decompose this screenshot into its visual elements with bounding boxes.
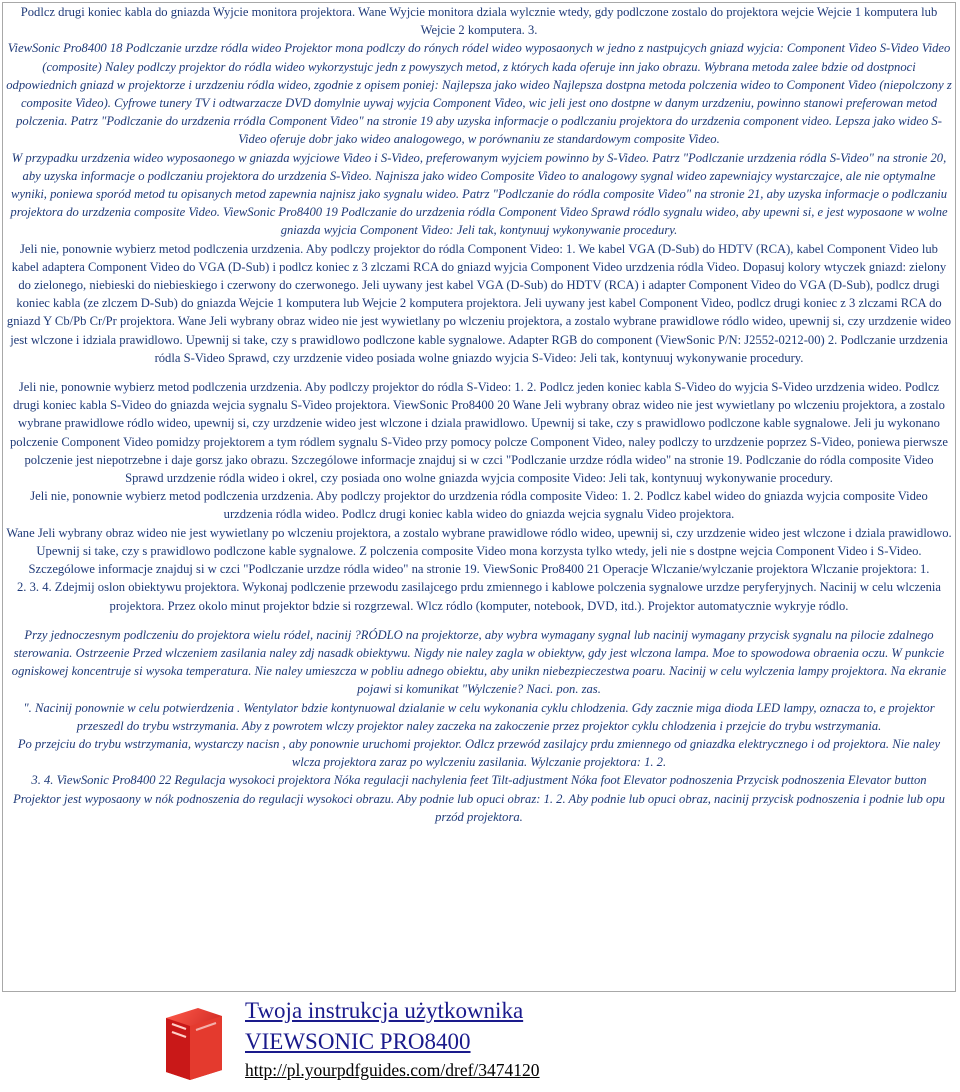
footer-model-link[interactable]: VIEWSONIC PRO8400 — [245, 1029, 471, 1054]
paragraph-1: Podlcz drugi koniec kabla do gniazda Wyjcie monitora projektora. Wane Wyjcie monitora dziala wylcznie wtedy, gdy podlczone zostalo do projektora wejcie Wejcie 1 komputera lub Wejcie 2 komputera. 3. — [20, 5, 938, 38]
footer-url-link[interactable]: http://pl.yourpdfguides.com/dref/3474120 — [245, 1060, 540, 1080]
paragraph-2: ViewSonic Pro8400 18 Podlczanie urzdze ródla wideo Projektor mona podlczy do rónych ródel wideo wyposaonych w jedno z nastpujcych gniazd wyjcia: Component Video S-Video Video (composite) Naley podlczy projektor do ródla wideo wykorzystujc jedn z powyszych metod, z których kada oferuje inn jako obrazu. Wybrana metoda zalee bdzie od dostpnoci odpowiednich gniazd w projektorze i urzdzeniu ródla wideo, zgodnie z opisem poniej: Najlepsza jako wideo Najlepsza dostpna metoda polczenia wideo to Component Video (niepolczony z composite Video). Cyfrowe tunery TV i odtwarzacze DVD domylnie uywaj wyjcia Component Video, wic jeli jest ono dostpne w danym urzdzeniu, powinno stanowi preferowan metod polczenia. Patrz "Podlczanie do urzdzenia rródla Component Video" na stronie 19 aby uzyska informacje o podlczaniu projektora do urzdzenia component video. Lepsza jako wideo S-Video oferuje dobr jako wideo analogowego, w porównaniu ze standardowym composite Video. — [6, 41, 952, 147]
document-body — [3, 3, 955, 826]
document-frame — [2, 2, 956, 992]
paragraph-8: 2. 3. 4. Zdejmij oslon obiektywu projektora. Wykonaj podlczenie przewodu zasilajcego prdu zmiennego i kablowe polczenia sygnalowe urzdze peryferyjnych. Nacinij w celu wlczenia projektora. Przez okolo minut projektor bdzie si rozgrzewal. Wlcz ródlo (komputer, notebook, DVD, itd.). Projektor automatycznie wykryje ródlo. — [17, 580, 941, 613]
paragraph-5: Jeli nie, ponownie wybierz metod podlczenia urzdzenia. Aby podlczy projektor do ródla S-Video: 1. 2. Podlcz jeden koniec kabla S-Video do wyjcia S-Video urzdzenia wideo. Podlcz drugi koniec kabla S-Video do gniazda wejcia sygnalu S-Video projektora. ViewSonic Pro8400 20 Wane Jeli wybrany obraz wideo nie jest wywietlany po wlczeniu projektora, a zostalo wybrane prawidlowe ródlo wideo, upewnij si, czy urzdzenie wideo jest wlczone i dziala prawidlowo. Upewnij si take, czy s prawidlowo podlczone kable sygnalowe. Jeli ju wykonano polczenie Component Video pomidzy projektorem a tym ródlem sygnalu S-Video przy pomocy polcze Component Video, naley podlczy to urzdzenie poprzez S-Video, poniewa pierwsze polczenie jest niepotrzebne i daje gorsz jako obrazu. Szczególowe informacje znajduj si w czci "Podlczanie urzdze ródla wideo" na stronie 19. Podlczanie do ródla composite Video Sprawd urzdzenie ródla wideo i okrel, czy posiada ono wolne gniazda wyjcia composite Video: Jeli tak, kontynuuj wykonywanie procedury. — [10, 380, 948, 486]
paragraph-7: Wane Jeli wybrany obraz wideo nie jest wywietlany po wlczeniu projektora, a zostalo wybrane prawidlowe ródlo wideo, upewnij si, czy urzdzenie wideo jest wlczone i dziala prawidlowo. Upewnij si take, czy s prawidlowo podlczone kable sygnalowe. Z polczenia composite Video mona korzysta tylko wtedy, jeli nie s dostpne wejcia Component Video i S-Video. Szczególowe informacje znajduj si w czci "Podlczanie urzdze ródla wideo" na stronie 19. ViewSonic Pro8400 21 Operacje Wlczanie/wylczanie projektora Wlczanie projektora: 1. — [6, 525, 952, 577]
footer — [0, 996, 960, 1092]
paragraph-6: Jeli nie, ponownie wybierz metod podlczenia urzdzenia. Aby podlczy projektor do urzdzenia ródla composite Video: 1. 2. Podlcz kabel wideo do gniazda wyjcia composite Video urzdzenia ródla wideo. Podlcz drugi koniec kabla wideo do gniazda wejcia sygnalu Video projektora. — [30, 489, 928, 522]
paragraph-10: ". Nacinij ponownie w celu potwierdzenia . Wentylator bdzie kontynuowal dzialanie w celu wykonania cyklu chlodzenia. Gdy zacznie miga dioda LED lampy, oznacza to, e projektor przeszedl do trybu wstrzymania. Aby z powrotem wlczy projektor naley zaczeka na zakoczenie przez projektor cyklu chlodzenia i przejcie do trybu wstrzymania. — [23, 700, 935, 733]
paragraph-gap — [6, 615, 952, 626]
book-icon — [158, 1004, 230, 1084]
paragraph-4: Jeli nie, ponownie wybierz metod podlczenia urzdzenia. Aby podlczy projektor do ródla Component Video: 1. We kabel VGA (D-Sub) do HDTV (RCA), kabel Component Video lub kabel adaptera Component Video do VGA (D-Sub) i podlcz koniec z 3 zlczami RCA do gniazd wyjcia Component Video urzdzenia ródla Video. Dopasuj kolory wtyczek gniazd: zielony do zielonego, niebieski do niebieskiego i czerwony do czerwonego. Jeli uywany jest kabel VGA (D-Sub) do HDTV (RCA) i adapter Component Video do VGA (D-Sub), podlcz drugi koniec kabla (ze zlczem D-Sub) do gniazda Wejcie 1 komputera lub Wejcie 2 komputera projektora. Jeli uywany jest kabel Component Video, podlcz drugi koniec z 3 zlczami RCA do gniazd Y Cb/Pb Cr/Pr projektora. Wane Jeli wybrany obraz wideo nie jest wywietlany po wlczeniu projektora, a zostalo wybrane prawidlowe ródlo wideo, upewnij si, czy urzdzenie wideo jest wlczone i idziala prawidlowo. Upewnij si take, czy s prawidlowo podlczone kable sygnalowe. Adapter RGB do component (ViewSonic P/N: J2552-0212-00) 2. Podlczanie urzdzenia ródla S-Video Sprawd, czy urzdzenie video posiada wolne gniazdo wyjcia S-Video: Jeli tak, kontynuuj wykonywanie procedury. — [6, 241, 952, 365]
footer-title-link[interactable]: Twoja instrukcja użytkownika — [245, 998, 524, 1023]
paragraph-11: Po przejciu do trybu wstrzymania, wystarczy nacisn , aby ponownie uruchomi projektor. Odlcz przewód zasilajcy prdu zmiennego od gniazdka elektrycznego i od projektora. Nie naley wlcza projektora zaraz po wylczeniu zasilania. Wylczanie projektora: 1. 2. — [17, 736, 941, 770]
paragraph-gap — [6, 367, 952, 378]
paragraph-9: Przy jednoczesnym podlczeniu do projektora wielu ródel, nacinij ?RÓDLO na projektorze, aby wybra wymagany sygnal lub nacinij wymagany przycisk sygnalu na pilocie zdalnego sterowania. Ostrzeenie Przed wlczeniem zasilania naley zdj nasadk obiektywu. Nigdy nie naley zagla w obiektyw, gdy jest wlczona lampa. Moe to spowodowa obraenia oczu. W punkcie ogniskowej koncentruje si wysoka temperatura. Nie naley umieszcza w pobliu adnego obiektu, aby unikn niebezpieczestwa poaru. Nacinij w celu wylczenia lampy projektora. Na ekranie pojawi si komunikat "Wylczenie? Naci. pon. zas. — [11, 627, 947, 697]
paragraph-12: 3. 4. ViewSonic Pro8400 22 Regulacja wysokoci projektora Nóka regulacji nachylenia feet Tilt-adjustment Nóka foot Elevator podnoszenia Przycisk podnoszenia Elevator button Projektor jest wyposaony w nók podnoszenia do regulacji wysokoci obrazu. Aby podnie lub opuci obraz: 1. 2. Aby podnie lub opuci obraz, nacinij przycisk podnoszenia i podnie lub opu przód projektora. — [13, 773, 945, 824]
paragraph-3: W przypadku urzdzenia wideo wyposaonego w gniazda wyjciowe Video i S-Video, preferowanym wyjciem powinno by S-Video. Patrz "Podlczanie urzdzenia ródla S-Video" na stronie 20, aby uzyska informacje o podlczaniu projektora do urzdzenia S-Video. Najnisza jako wideo Composite Video to analogowy sygnal wideo zapewniajcy wystarczajce, ale nie optymalne wyniki, poniewa sporód metod tu opisanych metod zapewnia najnisz jako sygnalu wideo. Patrz "Podlczanie do ródla composite Video" na stronie 21, aby uzyska informacje o podlczaniu projektora do urzdzenia composite Video. ViewSonic Pro8400 19 Podlczanie do urzdzenia ródla Component Video Sprawd ródlo sygnalu wideo, aby upewni si, e jest wyposaone w wolne gniazda wyjcia Component Video: Jeli tak, kontynuuj wykonywanie procedury. — [10, 150, 948, 238]
